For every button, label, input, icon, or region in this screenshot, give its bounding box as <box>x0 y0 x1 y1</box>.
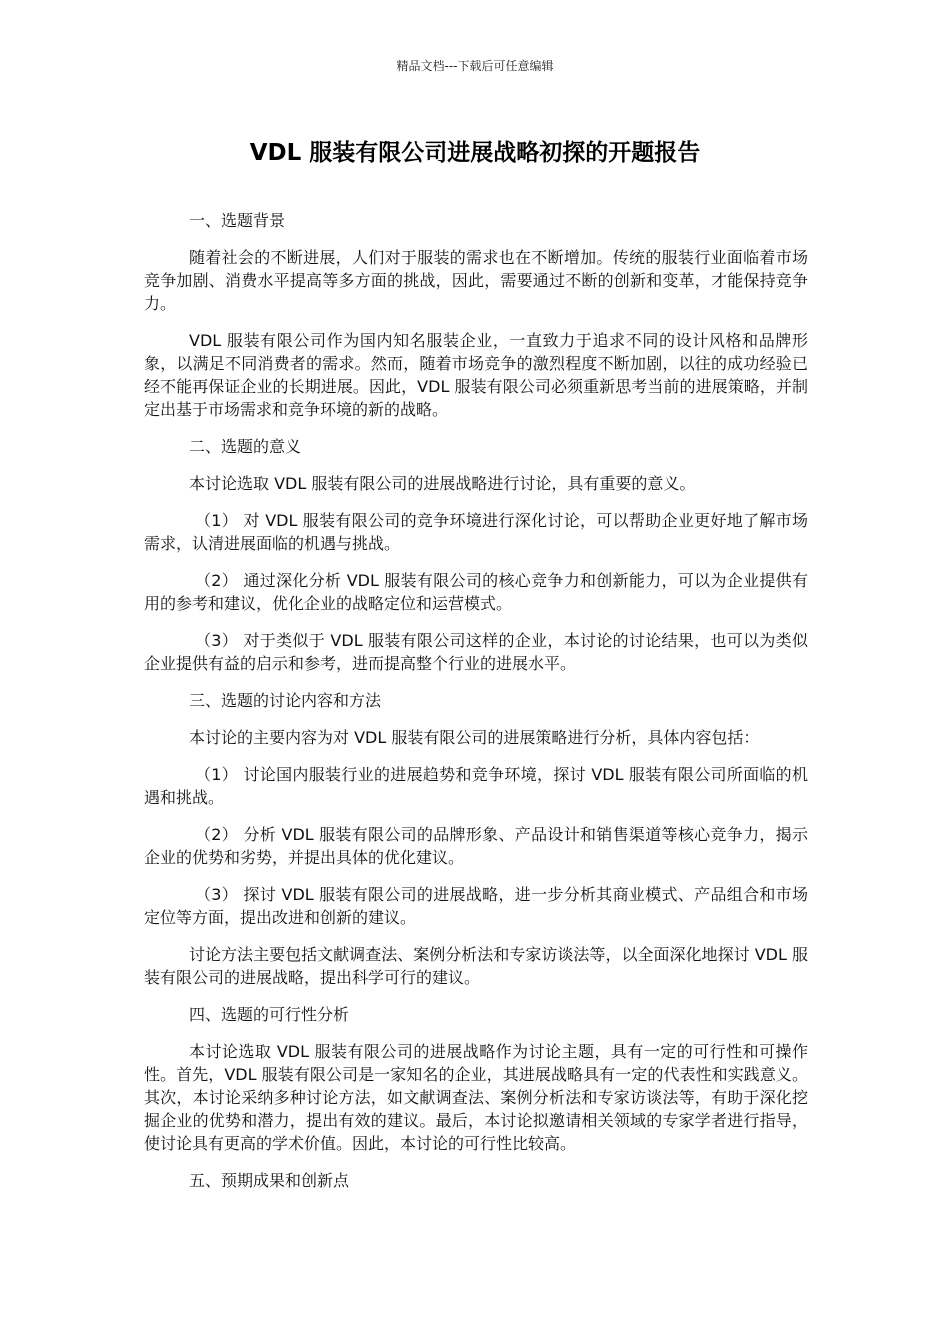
body-paragraph: 讨论方法主要包括文献调查法、案例分析法和专家访谈法等，以全面深化地探讨 VDL 服装有限公司的进展战略，提出科学可行的建议。 <box>144 945 808 987</box>
page-header: 精品文档---下载后可任意编辑 <box>396 59 554 73</box>
numbered-item: （3） 对于类似于 VDL 服装有限公司这样的企业，本讨论的讨论结果，也可以为类似企业提供有益的启示和参考，进而提高整个行业的进展水平。 <box>144 631 808 673</box>
body-paragraph: 本讨论选取 VDL 服装有限公司的进展战略进行讨论，具有重要的意义。 <box>189 474 696 493</box>
document-body <box>144 209 808 1192</box>
numbered-item: （1） 讨论国内服装行业的进展趋势和竞争环境，探讨 VDL 服装有限公司所面临的机遇和挑战。 <box>144 765 808 807</box>
section-heading: 二、选题的意义 <box>189 437 302 456</box>
document-title: VDL 服装有限公司进展战略初探的开题报告 <box>249 140 701 166</box>
numbered-item: （2） 通过深化分析 VDL 服装有限公司的核心竞争力和创新能力，可以为企业提供有用的参考和建议，优化企业的战略定位和运营模式。 <box>144 571 808 613</box>
section-heading: 四、选题的可行性分析 <box>189 1005 350 1024</box>
body-paragraph: 本讨论选取 VDL 服装有限公司的进展战略作为讨论主题，具有一定的可行性和可操作性。首先，VDL 服装有限公司是一家知名的企业，其进展战略具有一定的代表性和实践意义。其次，本讨论采纳多种讨论方法，如文献调查法、案例分析法和专家访谈法等，有助于深化挖掘企业的优势和潜力，提出有效的建议。最后，本讨论拟邀请相关领域的专家学者进行指导，使讨论具有更高的学术价值。因此，本讨论的可行性比较高。 <box>144 1042 808 1153</box>
section-heading: 一、选题背景 <box>189 211 286 230</box>
numbered-item: （2） 分析 VDL 服装有限公司的品牌形象、产品设计和销售渠道等核心竞争力，揭示企业的优势和劣势，并提出具体的优化建议。 <box>144 825 808 867</box>
section-heading: 三、选题的讨论内容和方法 <box>189 691 382 710</box>
body-paragraph: 随着社会的不断进展，人们对于服装的需求也在不断增加。传统的服装行业面临着市场竞争加剧、消费水平提高等多方面的挑战，因此，需要通过不断的创新和变革，才能保持竞争力。 <box>144 248 808 313</box>
body-paragraph: 本讨论的主要内容为对 VDL 服装有限公司的进展策略进行分析，具体内容包括： <box>189 728 760 747</box>
body-paragraph: VDL 服装有限公司作为国内知名服装企业，一直致力于追求不同的设计风格和品牌形象，以满足不同消费者的需求。然而，随着市场竞争的激烈程度不断加剧，以往的成功经验已经不能再保证企业的长期进展。因此，VDL 服装有限公司必须重新思考当前的进展策略，并制定出基于市场需求和竞争环境的新的战略。 <box>144 331 808 419</box>
numbered-item: （1） 对 VDL 服装有限公司的竞争环境进行深化讨论，可以帮助企业更好地了解市场需求，认清进展面临的机遇与挑战。 <box>144 511 808 553</box>
section-heading: 五、预期成果和创新点 <box>189 1171 350 1190</box>
numbered-item: （3） 探讨 VDL 服装有限公司的进展战略，进一步分析其商业模式、产品组合和市场定位等方面，提出改进和创新的建议。 <box>144 885 808 927</box>
